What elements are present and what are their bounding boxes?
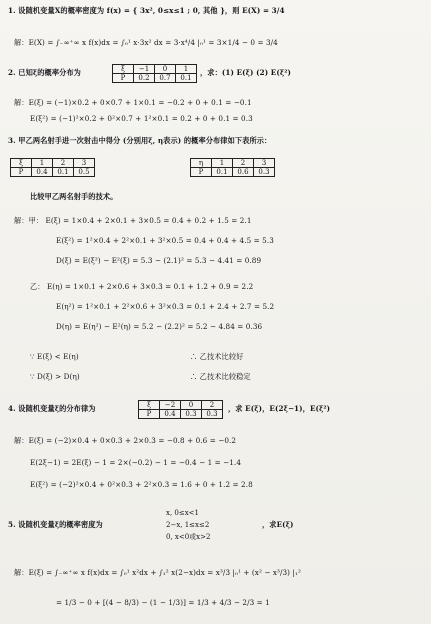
a3-line7: ∵ E(ξ) < E(η) (30, 352, 79, 361)
q3-compare-text: 比较甲乙两名射手的技术。 (30, 192, 118, 201)
q5-density-cases (166, 507, 210, 543)
a2-line1: 解：E(ξ) = (−1)×0.2 + 0×0.7 + 1×0.1 = −0.2 + 0 + 0.1 = −0.1 (14, 98, 252, 107)
a3-line4: 乙： E(η) = 1×0.1 + 2×0.6 + 3×0.3 = 0.1 + 1.2 + 0.9 = 2.2 (30, 282, 254, 291)
cell: −2 (160, 401, 181, 410)
q5-text: 5. 设随机变量ξ的概率密度为 (8, 520, 103, 529)
cell: 0.1 (176, 74, 197, 83)
cell: 1 (212, 159, 233, 168)
a1-text: 解：E(X) = ∫₋∞⁺∞ x f(x)dx = ∫₀¹ x·3x² dx = 3·x⁴/4 |₀¹ = 3×1/4 − 0 = 3/4 (14, 38, 278, 47)
cell: 1 (176, 65, 197, 74)
cell: 0.1 (53, 168, 74, 177)
cell: ξ (113, 65, 134, 74)
cell: 0.6 (233, 168, 254, 177)
a3-line5: E(η²) = 1²×0.1 + 2²×0.6 + 3²×0.3 = 0.1 + 2.4 + 2.7 = 5.2 (56, 302, 275, 311)
a3-line9: ∵ D(ξ) > D(η) (30, 372, 80, 381)
a3-line1: 解：甲： E(ξ) = 1×0.4 + 2×0.1 + 3×0.5 = 0.4 + 0.2 + 1.5 = 2.1 (14, 216, 252, 225)
a3-line8: ∴ 乙技术比较好 (190, 352, 244, 361)
cell: ξ (11, 159, 32, 168)
cell: P (11, 168, 32, 177)
cell: 0.4 (160, 410, 181, 419)
a4-line3: E(ξ²) = (−2)²×0.4 + 0²×0.3 + 2²×0.3 = 1.6 + 0 + 1.2 = 2.8 (30, 480, 253, 489)
q1-text: 1. 设随机变量X的概率密度为 f(x) = { 3x², 0≤x≤1 ; 0, 其他 }，则 E(X) = 3/4 (8, 6, 285, 15)
q4-table (138, 400, 223, 419)
cell: 3 (254, 159, 275, 168)
q4-text: 4. 设随机变量ξ的分布律为 (8, 404, 96, 413)
cell: 0 (181, 401, 202, 410)
cell: 0.7 (155, 74, 176, 83)
cell: 0.3 (202, 410, 223, 419)
q3-table-yi (190, 158, 275, 177)
q2-table (112, 64, 197, 83)
a4-line2: E(2ξ−1) = 2E(ξ) − 1 = 2×(−0.2) − 1 = −0.4 − 1 = −1.4 (30, 458, 241, 467)
cell: ξ (139, 401, 160, 410)
q3-table-jia (10, 158, 95, 177)
q3-text: 3. 甲乙两名射手进一次射击中得分 (分别用ξ, η表示) 的概率分布律如下表所示： (8, 136, 272, 145)
q5-question-tail: ，求E(ξ) (262, 520, 294, 529)
cell: 0.3 (181, 410, 202, 419)
a4-line1: 解：E(ξ) = (−2)×0.4 + 0×0.3 + 2×0.3 = −0.8 + 0.6 = −0.2 (14, 436, 237, 445)
case-1: x, 0≤x<1 (166, 509, 199, 517)
a3-line3: D(ξ) = E(ξ²) − E²(ξ) = 5.3 − (2.1)² = 5.3 − 4.41 = 0.89 (56, 256, 262, 265)
cell: 2 (233, 159, 254, 168)
a3-line10: ∴ 乙技术比较稳定 (190, 372, 251, 381)
a2-line2: E(ξ²) = (−1)²×0.2 + 0²×0.7 + 1²×0.1 = 0.2 + 0 + 0.1 = 0.3 (30, 114, 253, 123)
cell: 2 (202, 401, 223, 410)
q2-question-tail: ，求：(1) E(ξ) (2) E(ξ²) (200, 68, 291, 77)
cell: 0 (155, 65, 176, 74)
a3-line2: E(ξ²) = 1²×0.4 + 2²×0.1 + 3²×0.5 = 0.4 + 0.4 + 4.5 = 5.3 (56, 236, 274, 245)
cell: P (113, 74, 134, 83)
cell: 0.1 (212, 168, 233, 177)
cell: 1 (32, 159, 53, 168)
cell: 2 (53, 159, 74, 168)
cell: P (191, 168, 212, 177)
cell: η (191, 159, 212, 168)
cell: 3 (74, 159, 95, 168)
a5-line2: = 1/3 − 0 + [(4 − 8/3) − (1 − 1/3)] = 1/3 + 4/3 − 2/3 = 1 (56, 598, 270, 607)
a5-line1: 解：E(ξ) = ∫₋∞⁺∞ x f(x)dx = ∫₀¹ x²dx + ∫₁² x(2−x)dx = x³/3 |₀¹ + (x² − x³/3) |₁² (14, 568, 301, 577)
case-2: 2−x, 1≤x≤2 (166, 521, 210, 529)
q4-question-tail: ，求 E(ξ)，E(2ξ−1)，E(ξ²) (228, 404, 331, 413)
q2-text: 2. 已知ξ的概率分布为 (8, 68, 81, 77)
cell: 0.4 (32, 168, 53, 177)
cell: P (139, 410, 160, 419)
cell: 0.5 (74, 168, 95, 177)
a3-line6: D(η) = E(η²) − E²(η) = 5.2 − (2.2)² = 5.2 − 4.84 = 0.36 (56, 322, 263, 331)
case-3: 0, x<0或x>2 (166, 533, 211, 541)
cell: 0.3 (254, 168, 275, 177)
cell: 0.2 (134, 74, 155, 83)
cell: −1 (134, 65, 155, 74)
